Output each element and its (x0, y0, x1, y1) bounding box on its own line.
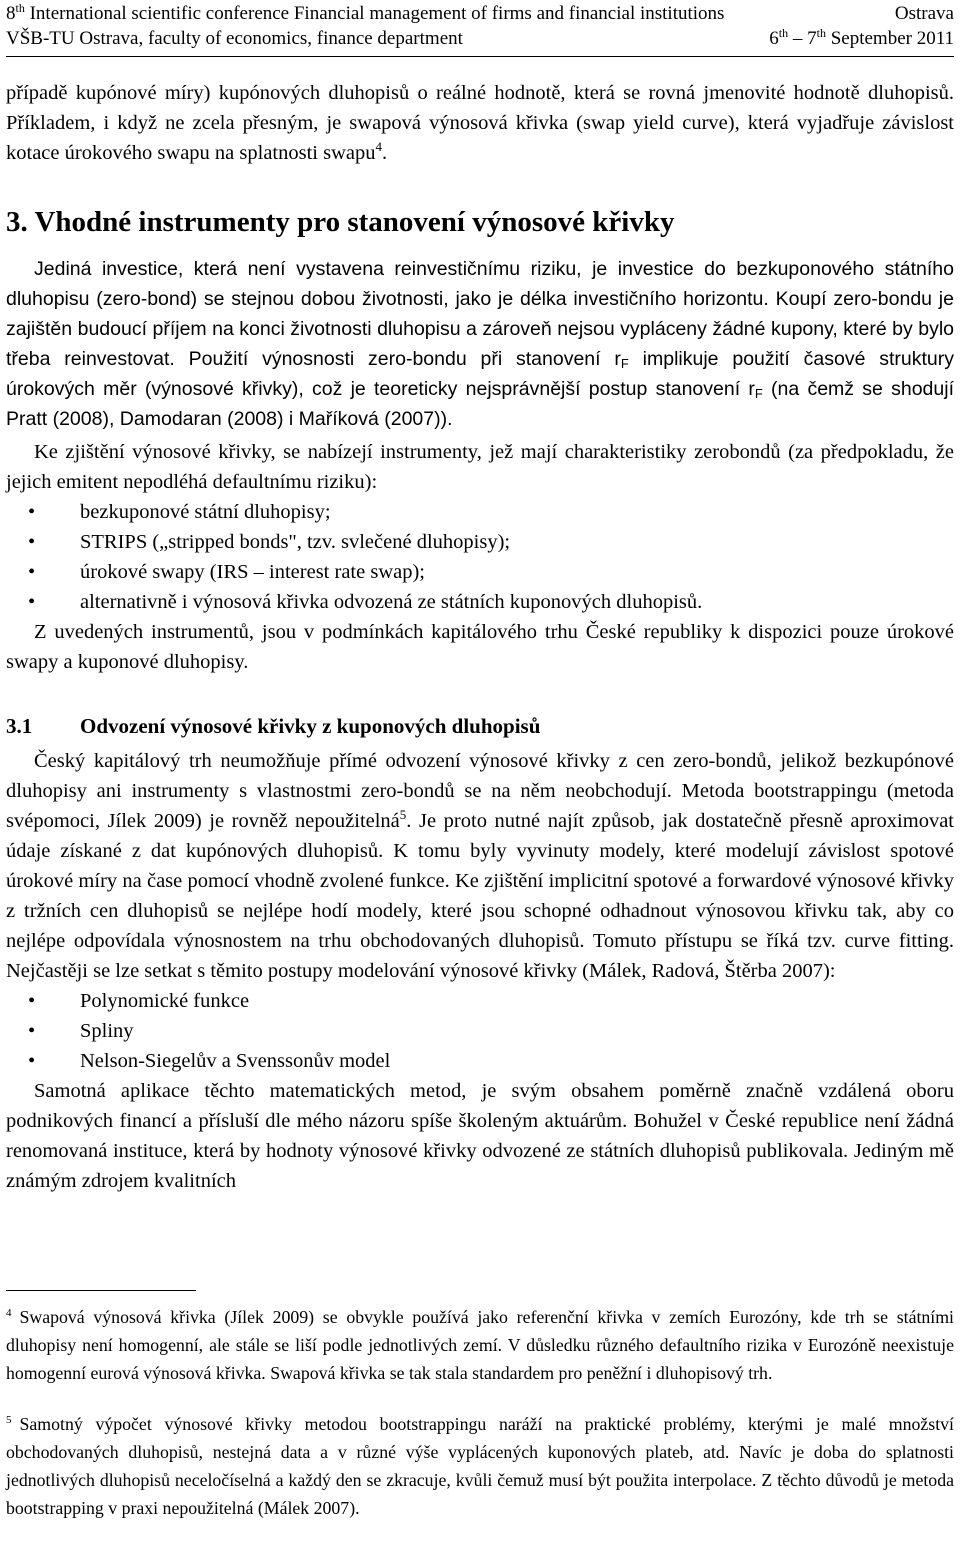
list-item: • úrokové swapy (IRS – interest rate swap); (28, 561, 425, 583)
list-item: • Polynomické funkce (28, 990, 250, 1012)
list-item: • bezkuponové státní dluhopisy; (28, 501, 331, 523)
list-item: • Spliny (28, 1020, 134, 1042)
instrument-list (6, 497, 954, 617)
paragraph-czech-market: Z uvedených instrumentů, jsou v podmínkách kapitálového trhu České republiky k dispozici pouze úrokové swapy a kuponové dluhopisy. (6, 621, 954, 673)
list-item: • alternativně i výnosová křivka odvozená ze státních kuponových dluhopisů. (28, 591, 703, 613)
section-3-1-body (6, 746, 954, 1196)
header-rule (6, 56, 954, 57)
list-item: • Nelson-Siegelův a Svenssonův model (28, 1050, 391, 1072)
footnote-ref-4[interactable]: 4 (375, 139, 382, 154)
intro-paragraph: případě kupónové míry) kupónových dluhopisů o reálné hodnotě, která se rovná jmenovité hodnotě dluhopisů. Příkladem, i když ne zcela přesným, je swapová výnosová křivka (swap yield curve), která vyjadřuje závislost kotace úrokového swapu na splatnosti swapu$^4$. (6, 82, 954, 164)
footnote-ref-5[interactable]: 5 (399, 807, 407, 822)
conference-title: 8th International scientific conference Financial management of firms and financial institutions (6, 1, 725, 24)
list-item: • STRIPS („stripped bonds", tzv. svlečené dluhopisy); (28, 531, 511, 553)
model-list (6, 986, 954, 1076)
paragraph-application: Samotná aplikace těchto matematických metod, je svým obsahem poměrně značně vzdálená oboru podnikových financí a přísluší dle mého názoru spíše školeným aktuárům. Bohužel v České republice není žádná renomovaná instituce, která by hodnoty výnosové křivky odvozené ze státních dluhopisů publikovala. Jediným mě známým zdrojem kvalitních (6, 1080, 954, 1192)
paragraph-instruments: Ke zjištění výnosové křivky, se nabízejí instrumenty, jež mají charakteristiky zerobondů (za předpokladu, že jejich emitent nepodléhá defaultnímu riziku): (6, 441, 954, 493)
paragraph-curve-fitting: Český kapitálový trh neumožňuje přímé odvození výnosové křivky z cen zero-bondů, jelikož bezkupónové dluhopisy ani instrumenty s vlastnostmi zero-bondů se na něm neobchodují. Metoda bootstrappingu (metoda svépomoci, Jílek 2009) je rovněž nepoužitelná$^5$. Je proto nutné najít způsob, jak dostatečně přesně aproximovat údaje získané z dat kupónových dluhopisů. K tomu byly vyvinuty modely, které modelují závislost spotové úrokové míry na čase pomocí vhodně zvolené funkce. Ke zjištění implicitní spotové a forwardové výnosové křivky z tržních cen dluhopisů se nejlépe hodí modely, které jsou schopné odhadnout výnosovou křivku tak, aby co nejlépe odpovídala výnosnostem na trhu obchodovaných dluhopisů. Tomuto přístupu se říká tzv. curve fitting. Nejčastěji se lze setkat s těmito postupy modelování výnosové křivky (Málek, Radová, Štěrba 2007): (6, 750, 954, 982)
conference-organizer: VŠB-TU Ostrava, faculty of economics, finance department (6, 28, 463, 49)
footnote-5: $^5$ Samotný výpočet výnosové křivky metodou bootstrappingu naráží na praktické problémy, kterými je malé množství obchodovaných dluhopisů, nestejná data a v různé výše vyplácených kuponových plateb, atd. Navíc je doba do splatnosti jednotlivých dluhopisů neceločíselná a každý den se zkracuje, kvůli čemuž musí být použita interpolace. Z těchto důvodů je metoda bootstrapping v praxi nepoužitelná (Málek 2007). (6, 1414, 954, 1518)
conference-date: 6th – 7th September 2011 (769, 26, 954, 49)
footnote-separator (6, 1290, 196, 1291)
conference-city: Ostrava (894, 3, 954, 24)
section-heading-3-1: 3.1 Odvození výnosové křivky z kuponových dluhopisů (6, 714, 541, 738)
footnote-4: $^4$ Swapová výnosová křivka (Jílek 2009) se obvykle používá jako referenční křivka v zemích Eurozóny, kde trh se státními dluhopisy není homogenní, ale stále se liší podle jednotlivých zemí. V důsledku různého defaultního rizika v Eurozóně neexistuje homogenní eurová výnosová křivka. Swapová křivka se tak stala standardem pro peněžní i dluhopisový trh. (6, 1307, 954, 1383)
paragraph-reinvestment-risk: Jediná investice, která není vystavena reinvestičnímu riziku, je investice do bezkuponového státního dluhopisu (zero-bond) se stejnou dobou životnosti, jako je délka investičního horizontu. Koupí zero-bondu je zajištěn budoucí příjem na konci životnosti dluhopisu a zároveň nejsou vypláceny žádné kupony, které by bylo třeba reinvestovat. Použití výnosnosti zero-bondu při stanovení $r_F$ implikuje použití časové struktury úrokových měr (výnosové křivky), což je teoreticky nejsprávnější postup stanovení $r_F$ (na čemž se shodují Pratt (2008), Damodaran (2008) i Maříková (2007)). (6, 258, 954, 430)
section-heading-3: 3. Vhodné instrumenty pro stanovení výnosové křivky (6, 206, 675, 238)
section-3-body (6, 254, 954, 677)
